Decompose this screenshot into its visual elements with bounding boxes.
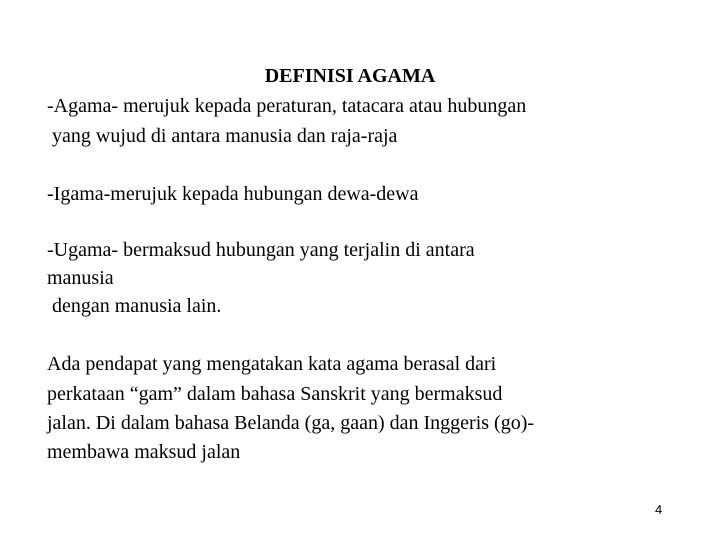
origin-paragraph-line-3: jalan. Di dalam bahasa Belanda (ga, gaan) dan Inggeris (go)- (47, 412, 535, 434)
igama-definition-line-1: -Igama-merujuk kepada hubungan dewa-dewa (47, 183, 419, 205)
origin-paragraph-line-1: Ada pendapat yang mengatakan kata agama berasal dari (47, 353, 497, 375)
slide-title: DEFINISI AGAMA (264, 65, 436, 87)
origin-paragraph-line-2: perkataan “gam” dalam bahasa Sanskrit yang bermaksud (47, 383, 503, 405)
page-number: 4 (655, 502, 663, 517)
agama-definition-line-1: -Agama- merujuk kepada peraturan, tatacara atau hubungan (47, 95, 527, 117)
ugama-definition-line-3: dengan manusia lain. (47, 295, 222, 317)
agama-definition-line-2: yang wujud di antara manusia dan raja-raja (47, 125, 398, 147)
ugama-definition-line-2: manusia (47, 267, 114, 289)
ugama-definition-line-1: -Ugama- bermaksud hubungan yang terjalin di antara (47, 239, 475, 261)
origin-paragraph-line-4: membawa maksud jalan (47, 441, 241, 463)
